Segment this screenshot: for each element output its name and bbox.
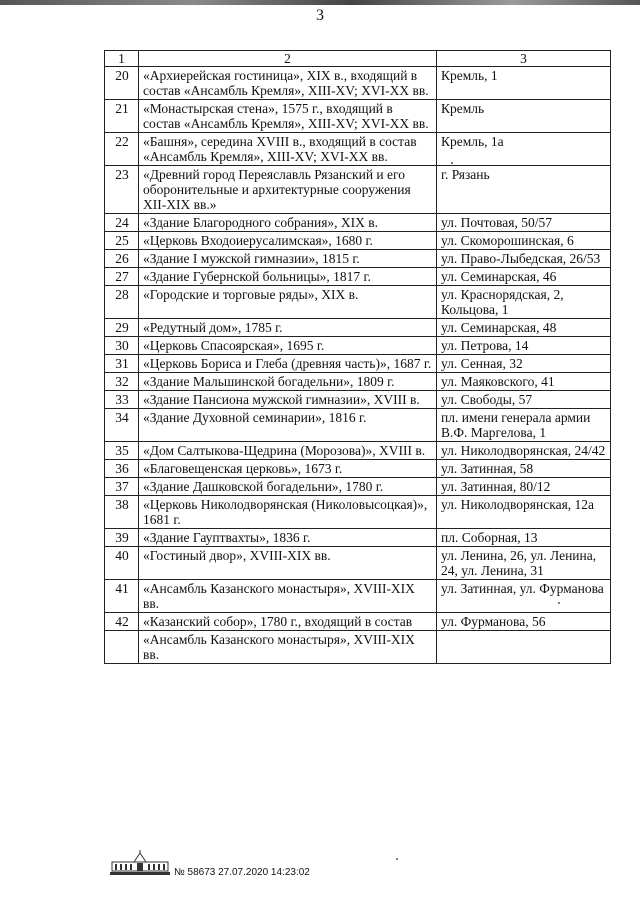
row-number: 39 xyxy=(105,529,139,547)
row-number: 24 xyxy=(105,214,139,232)
monument-address: пл. Соборная, 13 xyxy=(437,529,611,547)
row-number: 27 xyxy=(105,268,139,286)
row-number: 41 xyxy=(105,580,139,613)
table-row xyxy=(105,580,611,613)
monument-name: «Благовещенская церковь», 1673 г. xyxy=(139,460,437,478)
monument-address: ул. Николодворянская, 12а xyxy=(437,496,611,529)
table-row xyxy=(105,391,611,409)
table-row xyxy=(105,100,611,133)
row-number: 34 xyxy=(105,409,139,442)
row-number: 20 xyxy=(105,67,139,100)
monument-name: «Ансамбль Казанского монастыря», XVIII-XIX вв. xyxy=(139,631,437,664)
table-row xyxy=(105,268,611,286)
monument-name: «Церковь Николодворянская (Николовысоцкая)», 1681 г. xyxy=(139,496,437,529)
monument-name: «Здание I мужской гимназии», 1815 г. xyxy=(139,250,437,268)
document-footer xyxy=(108,850,368,880)
monument-address: ул. Скоморошинская, 6 xyxy=(437,232,611,250)
row-number: 32 xyxy=(105,373,139,391)
monument-address: ул. Маяковского, 41 xyxy=(437,373,611,391)
government-building-stamp-icon xyxy=(108,850,172,876)
monument-name: «Редутный дом», 1785 г. xyxy=(139,319,437,337)
monument-address: ул. Свободы, 57 xyxy=(437,391,611,409)
monument-name: «Гостиный двор», XVIII-XIX вв. xyxy=(139,547,437,580)
monument-name: «Здание Гауптвахты», 1836 г. xyxy=(139,529,437,547)
monument-address: ул. Фурманова, 56 xyxy=(437,613,611,631)
document-registration-stamp: № 58673 27.07.2020 14:23:02 xyxy=(174,867,310,878)
table-row xyxy=(105,67,611,100)
scan-speck xyxy=(558,602,560,604)
page-number: 3 xyxy=(316,7,324,24)
row-number: 38 xyxy=(105,496,139,529)
scan-speck xyxy=(451,162,453,164)
monument-name: «Церковь Входоиерусалимская», 1680 г. xyxy=(139,232,437,250)
monument-name: «Здание Благородного собрания», XIX в. xyxy=(139,214,437,232)
monument-name: «Здание Духовной семинарии», 1816 г. xyxy=(139,409,437,442)
monument-address: ул. Почтовая, 50/57 xyxy=(437,214,611,232)
monument-name: «Церковь Бориса и Глеба (древняя часть)», 1687 г. xyxy=(139,355,437,373)
row-number: 35 xyxy=(105,442,139,460)
monument-address: г. Рязань xyxy=(437,166,611,214)
row-number: 31 xyxy=(105,355,139,373)
monument-name: «Монастырская стена», 1575 г., входящий в состав «Ансамбль Кремля», XIII-XV; XVI-XX вв. xyxy=(139,100,437,133)
monument-address: Кремль xyxy=(437,100,611,133)
table-row xyxy=(105,355,611,373)
monument-name: «Здание Дашковской богадельни», 1780 г. xyxy=(139,478,437,496)
table-header-row xyxy=(105,51,611,67)
column-header-number: 1 xyxy=(105,51,139,67)
monument-address: Кремль, 1а xyxy=(437,133,611,166)
table-row xyxy=(105,214,611,232)
table-row xyxy=(105,232,611,250)
table-row xyxy=(105,319,611,337)
row-number: 25 xyxy=(105,232,139,250)
table-row xyxy=(105,373,611,391)
monument-address: пл. имени генерала армии В.Ф. Маргелова, 1 xyxy=(437,409,611,442)
row-number: 40 xyxy=(105,547,139,580)
monument-name: «Башня», середина XVIII в., входящий в состав «Ансамбль Кремля», XIII-XV; XVI-XX вв. xyxy=(139,133,437,166)
monument-address: ул. Петрова, 14 xyxy=(437,337,611,355)
table-row xyxy=(105,166,611,214)
row-number: 26 xyxy=(105,250,139,268)
row-number: 21 xyxy=(105,100,139,133)
table-row xyxy=(105,460,611,478)
monument-name: «Здание Губернской больницы», 1817 г. xyxy=(139,268,437,286)
monument-name: «Здание Пансиона мужской гимназии», XVIII в. xyxy=(139,391,437,409)
monument-address: ул. Семинарская, 48 xyxy=(437,319,611,337)
monument-address xyxy=(437,631,611,664)
monument-name: «Архиерейская гостиница», XIX в., входящий в состав «Ансамбль Кремля», XIII-XV; XVI-XX вв. xyxy=(139,67,437,100)
row-number: 22 xyxy=(105,133,139,166)
table-row xyxy=(105,529,611,547)
row-number: 23 xyxy=(105,166,139,214)
table-row xyxy=(105,547,611,580)
monument-address: ул. Затинная, ул. Фурманова xyxy=(437,580,611,613)
monument-address: ул. Николодворянская, 24/42 xyxy=(437,442,611,460)
monument-address: ул. Право-Лыбедская, 26/53 xyxy=(437,250,611,268)
table-row xyxy=(105,286,611,319)
monument-address: ул. Краснорядская, 2, Кольцова, 1 xyxy=(437,286,611,319)
monument-name: «Древний город Переяславль Рязанский и его оборонительные и архитектурные сооружения XII-XIX вв.» xyxy=(139,166,437,214)
monument-name: «Дом Салтыкова-Щедрина (Морозова)», XVIII в. xyxy=(139,442,437,460)
row-number: 30 xyxy=(105,337,139,355)
monument-name: «Казанский собор», 1780 г., входящий в состав xyxy=(139,613,437,631)
column-header-address: 3 xyxy=(437,51,611,67)
heritage-register-table xyxy=(104,50,611,664)
scan-top-edge xyxy=(0,0,640,5)
table-row xyxy=(105,496,611,529)
row-number: 28 xyxy=(105,286,139,319)
table-row xyxy=(105,442,611,460)
table-row xyxy=(105,133,611,166)
row-number: 42 xyxy=(105,613,139,631)
monument-name: «Городские и торговые ряды», XIX в. xyxy=(139,286,437,319)
monument-name: «Ансамбль Казанского монастыря», XVIII-XIX вв. xyxy=(139,580,437,613)
row-number: 33 xyxy=(105,391,139,409)
table-row xyxy=(105,631,611,664)
table-row xyxy=(105,250,611,268)
monument-address: ул. Ленина, 26, ул. Ленина, 24, ул. Ленина, 31 xyxy=(437,547,611,580)
column-header-name: 2 xyxy=(139,51,437,67)
monument-address: Кремль, 1 xyxy=(437,67,611,100)
monument-address: ул. Затинная, 80/12 xyxy=(437,478,611,496)
monument-address: ул. Затинная, 58 xyxy=(437,460,611,478)
row-number: 36 xyxy=(105,460,139,478)
monument-name: «Церковь Спасоярская», 1695 г. xyxy=(139,337,437,355)
table-row xyxy=(105,613,611,631)
monument-address: ул. Сенная, 32 xyxy=(437,355,611,373)
row-number: 37 xyxy=(105,478,139,496)
row-number: 29 xyxy=(105,319,139,337)
table-row xyxy=(105,337,611,355)
monument-name: «Здание Мальшинской богадельни», 1809 г. xyxy=(139,373,437,391)
monument-address: ул. Семинарская, 46 xyxy=(437,268,611,286)
scan-speck xyxy=(396,858,398,860)
table-row xyxy=(105,409,611,442)
table-row xyxy=(105,478,611,496)
row-number xyxy=(105,631,139,664)
